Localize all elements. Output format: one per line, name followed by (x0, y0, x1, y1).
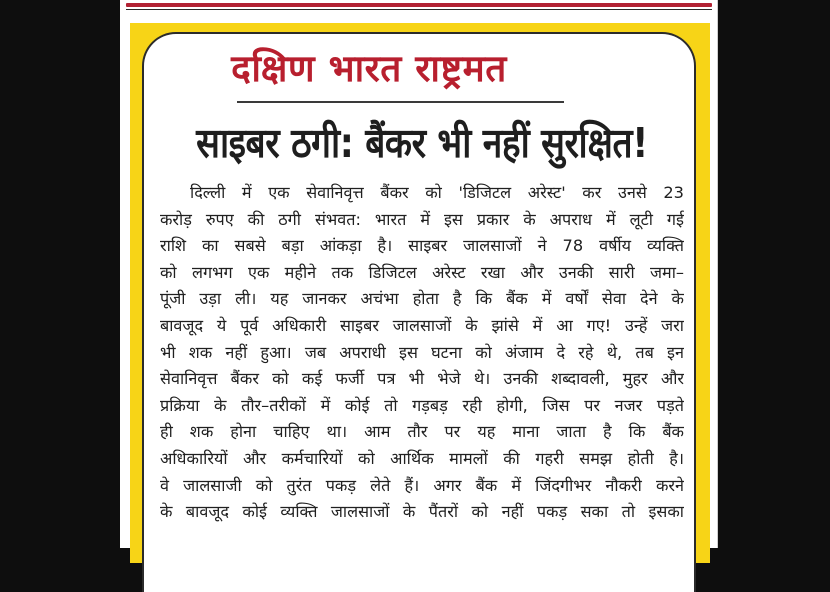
body-line: के बावजूद कोई व्यक्ति जालसाजों के पैंतरों को नहीं पकड़ सका तो इसका (160, 502, 684, 522)
body-line: अधिकारियों और कर्मचारियों को आर्थिक मामलों की गहरी समझ होती है। (160, 448, 684, 468)
body-line: पूंजी उड़ा ली। यह जानकर अचंभा होता है कि बैंक में वर्षों सेवा देने के (160, 289, 684, 309)
body-line: राशि का सबसे बड़ा आंकड़ा है। साइबर जालसाजों ने 78 वर्षीय व्यक्ति (160, 236, 684, 256)
top-red-rule (126, 3, 712, 7)
article-panel (142, 32, 696, 592)
body-line: को लगभग एक महीने तक डिजिटल अरेस्ट रखा और उनकी सारी जमा– (160, 262, 684, 282)
newspaper-page (120, 0, 718, 548)
body-line: बावजूद ये पूर्व अधिकारी साइबर जालसाजों के झांसे में आ गए! उन्हें जरा (160, 315, 684, 335)
body-line: करोड़ रुपए की ठगी संभवत: भारत में इस प्रकार के अपराध में लूटी गई (160, 209, 684, 229)
article-headline: साइबर ठगी: बैंकर भी नहीं सुरक्षित! (196, 119, 648, 167)
masthead-title: दक्षिण भारत राष्ट्रमत (231, 47, 507, 90)
masthead-divider (237, 101, 564, 103)
body-line: प्रक्रिया के तौर–तरीकों में कोई तो गड़बड़ रही होगी, जिस पर नजर पड़ते (160, 395, 684, 415)
body-line: दिल्ली में एक सेवानिवृत्त बैंकर को 'डिजिटल अरेस्ट' कर उनसे 23 (190, 183, 684, 202)
body-line: भी शक नहीं हुआ। जब अपराधी इस घटना को अंजाम दे रहे थे, तब इन (160, 342, 684, 362)
body-line: ही शक होना चाहिए था। आम तौर पर यह माना जाता है कि बैंक (160, 422, 684, 442)
top-dark-rule (126, 9, 712, 10)
body-line: वे जालसाजी को तुरंत पकड़ लेते हैं। अगर बैंक में जिंदगीभर नौकरी करने (160, 475, 684, 495)
body-line: सेवानिवृत्त बैंकर को कई फर्जी पत्र भी भेजे थे। उनकी शब्दावली, मुहर और (160, 369, 684, 389)
article-body (160, 180, 684, 526)
article-frame (130, 23, 710, 563)
